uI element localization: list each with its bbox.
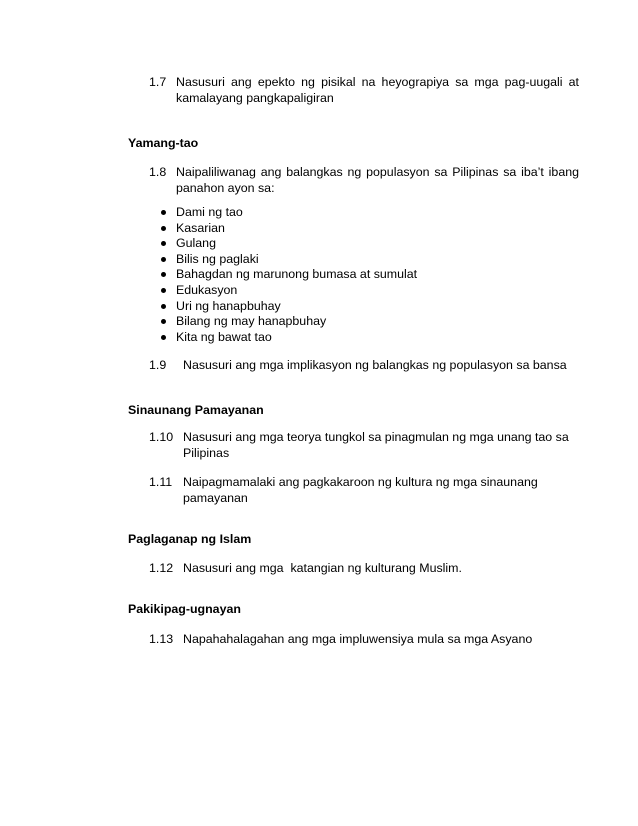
section-heading-paglaganap-ng-islam: Paglaganap ng Islam [128, 532, 252, 546]
item-number: 1.8 [149, 165, 167, 179]
section-heading-yamang-tao: Yamang-tao [128, 136, 199, 150]
bullet-icon [161, 304, 166, 309]
competency-item-1-7 [149, 74, 579, 106]
competency-item-1-13 [149, 631, 579, 647]
competency-item-1-8 [149, 164, 579, 196]
item-number: 1.9 [149, 358, 167, 372]
bullet-icon [161, 241, 166, 246]
item-number: 1.10 [149, 430, 174, 444]
bullet-icon [161, 335, 166, 340]
list-item: Bilis ng paglaki [160, 252, 417, 268]
bullet-icon [161, 257, 166, 262]
list-item: Bilang ng may hanapbuhay [160, 314, 417, 330]
bullet-icon [161, 319, 166, 324]
list-item: Bahagdan ng marunong bumasa at sumulat [160, 267, 417, 283]
competency-item-1-12 [149, 560, 579, 576]
list-item: Kasarian [160, 221, 417, 237]
list-item: Gulang [160, 236, 417, 252]
list-item: Kita ng bawat tao [160, 330, 417, 346]
bullet-icon [161, 288, 166, 293]
section-heading-pakikipag-ugnayan: Pakikipag-ugnayan [128, 602, 241, 616]
competency-item-1-10 [149, 429, 569, 461]
competency-item-1-9 [149, 357, 579, 373]
competency-item-1-11 [149, 474, 569, 506]
item-text: Nasusuri ang mga implikasyon ng balangkas ng populasyon sa bansa [183, 358, 567, 372]
item-text: Naipaliliwanag ang balangkas ng populasyon sa Pilipinas sa iba’t ibang panahon ayon sa: [176, 165, 579, 195]
item-number: 1.7 [149, 75, 167, 89]
population-criteria-list [160, 205, 417, 345]
item-text: Naipagmamalaki ang pagkakaroon ng kultura ng mga sinaunang pamayanan [183, 475, 538, 505]
bullet-icon [161, 210, 166, 215]
item-number: 1.13 [149, 632, 174, 646]
item-text: Nasusuri ang mga teorya tungkol sa pinagmulan ng mga unang tao sa Pilipinas [183, 430, 569, 460]
item-text: Nasusuri ang epekto ng pisikal na heyograpiya sa mga pag-uugali at kamalayang pangkapaligiran [176, 75, 579, 105]
bullet-icon [161, 272, 166, 277]
list-item: Dami ng tao [160, 205, 417, 221]
bullet-icon [161, 226, 166, 231]
list-item: Edukasyon [160, 283, 417, 299]
item-text: Napahahalagahan ang mga impluwensiya mula sa mga Asyano [183, 632, 533, 646]
item-number: 1.11 [149, 475, 173, 489]
list-item: Uri ng hanapbuhay [160, 299, 417, 315]
item-number: 1.12 [149, 561, 174, 575]
item-text: Nasusuri ang mga katangian ng kulturang Muslim. [183, 561, 462, 575]
section-heading-sinaunang-pamayanan: Sinaunang Pamayanan [128, 403, 264, 417]
